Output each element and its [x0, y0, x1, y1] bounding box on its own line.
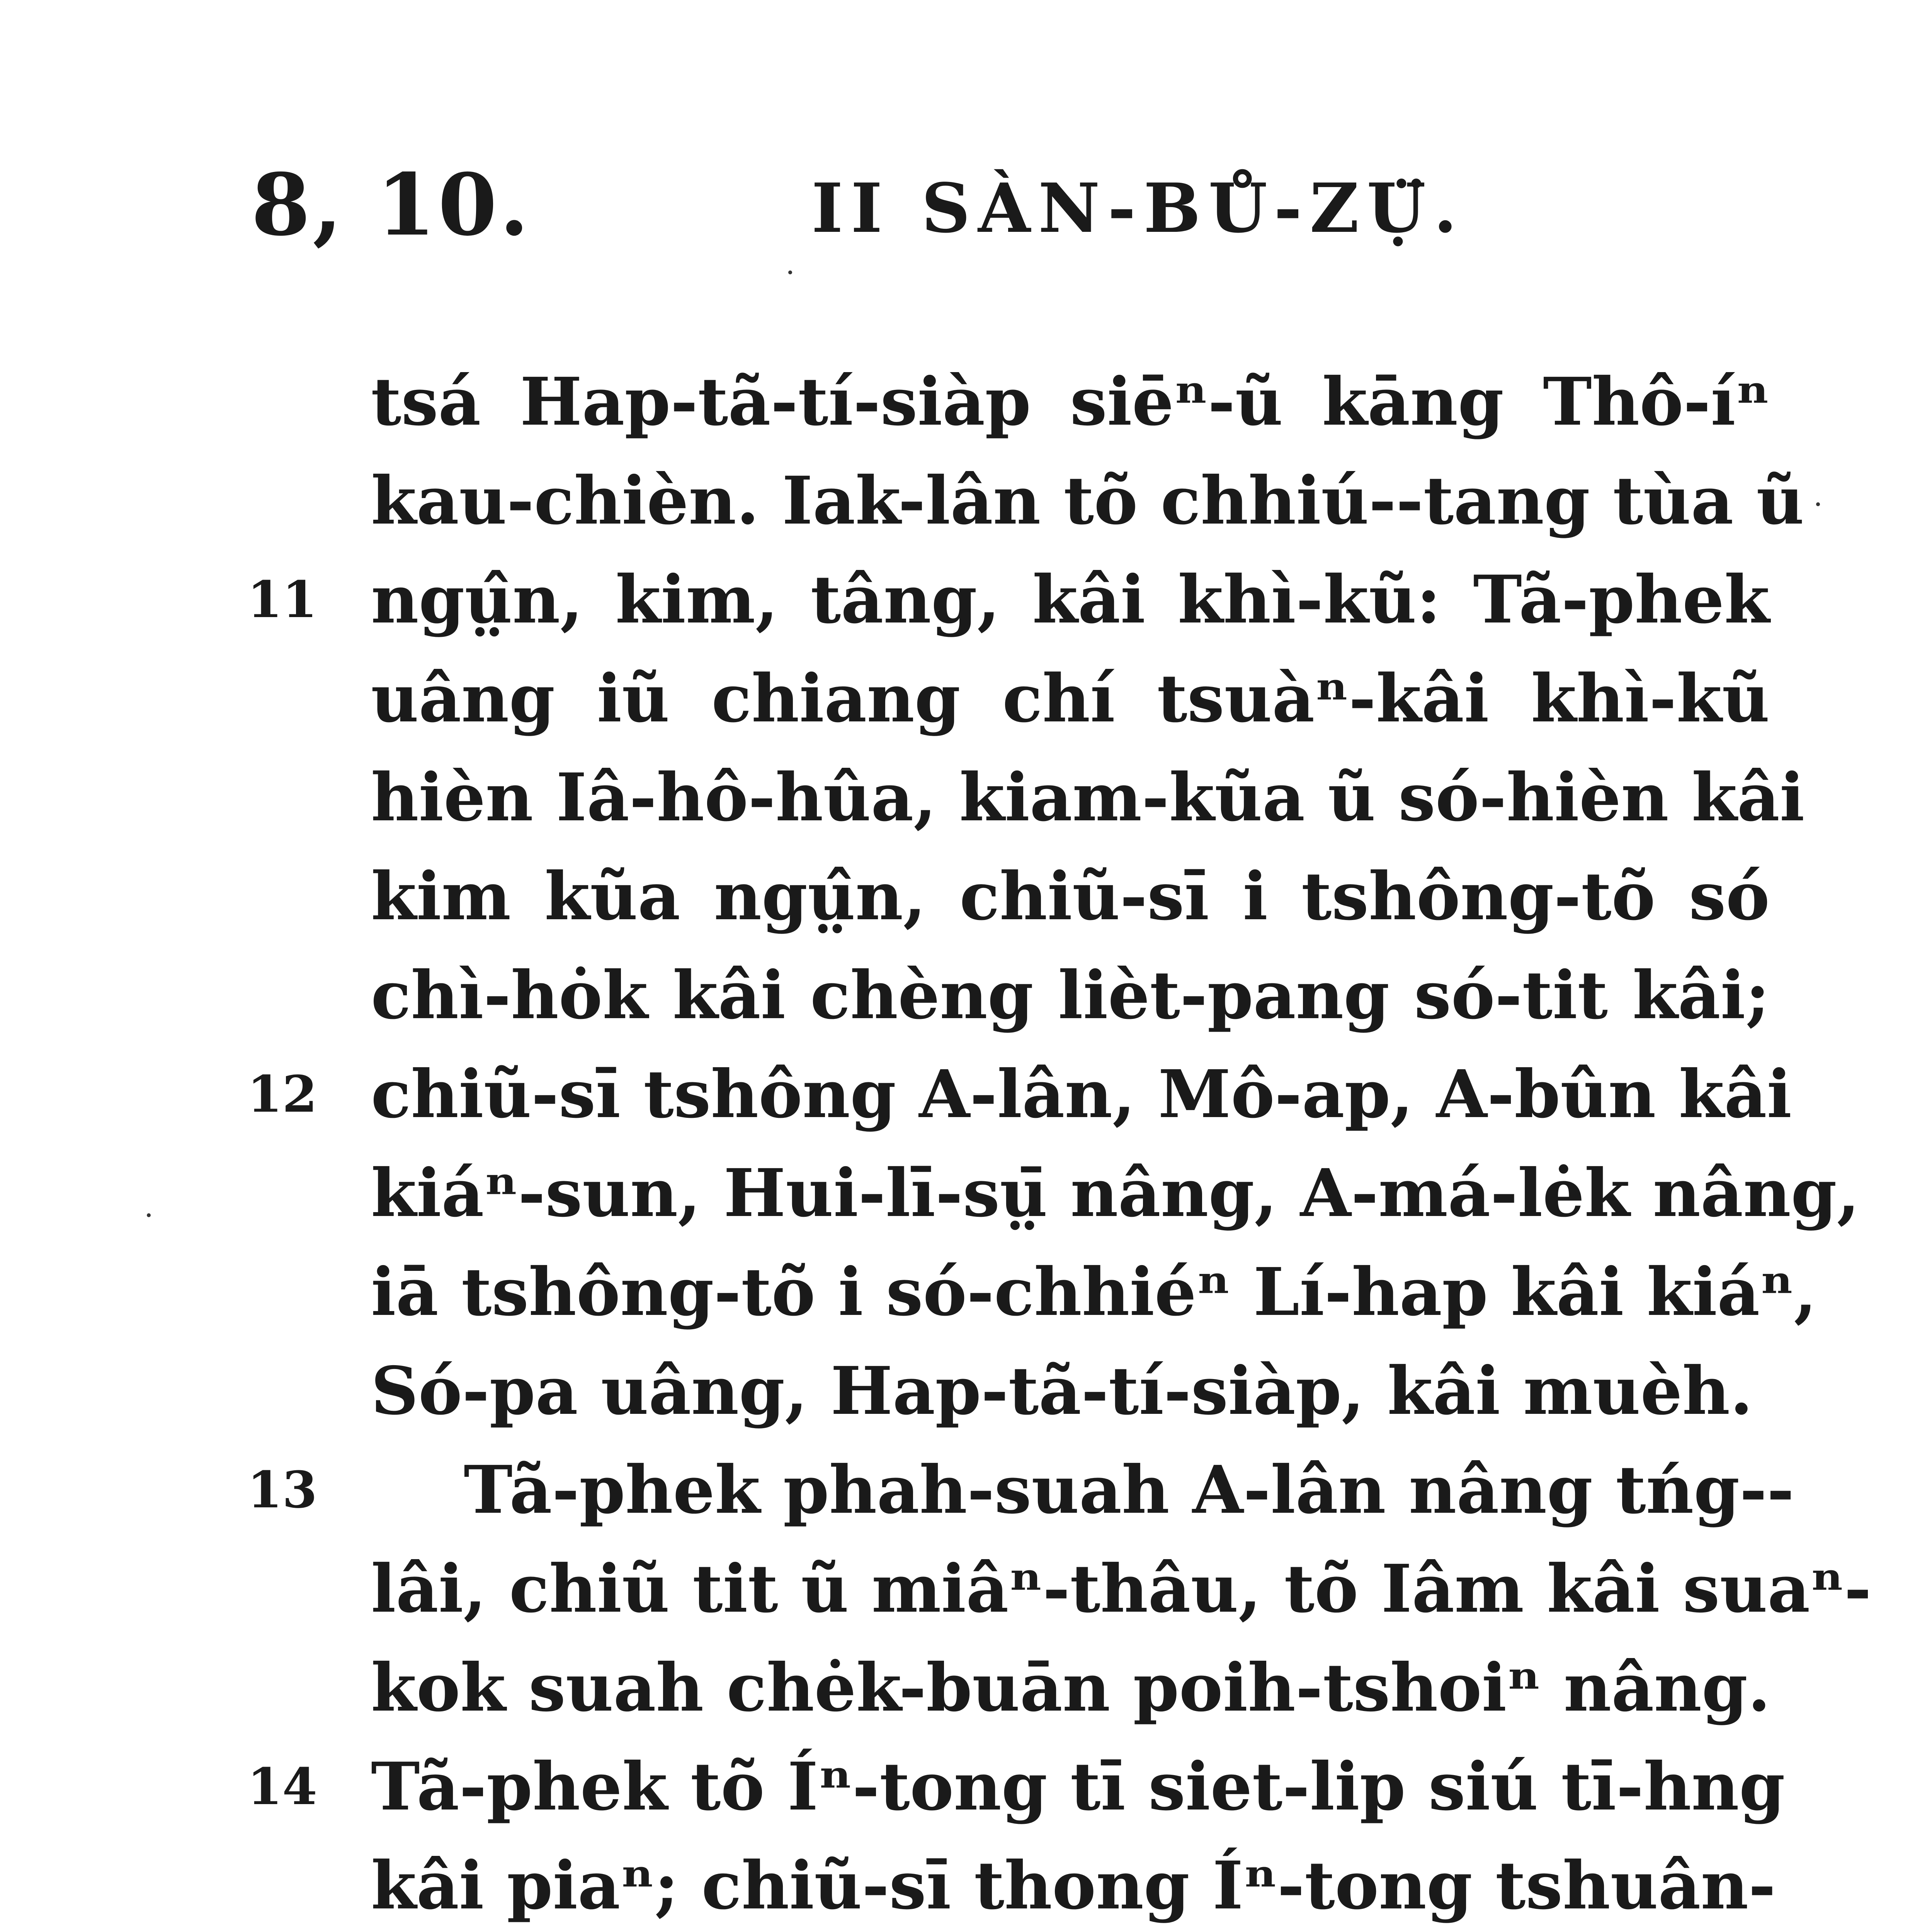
text-line [0, 1040, 1932, 1148]
line-text: tsá Hap-tã-tí-siàp siēⁿ-ũ kāng Thô-íⁿ [371, 363, 1770, 440]
scan-speck [147, 1213, 151, 1217]
text-line [0, 645, 1932, 753]
text-line [0, 546, 1932, 654]
line-text: Tã-phek tõ Íⁿ-tong tī siet-lip siú tī-hng [371, 1748, 1785, 1825]
text-line [0, 1634, 1932, 1742]
chapter-verse-reference: 8, 10. [251, 155, 532, 255]
line-text: kiáⁿ-sun, Hui-lī-sṳ̄ nâng, A-má-lėk nâng, [371, 1155, 1860, 1232]
verse-number: 14 [247, 1757, 317, 1816]
running-header [251, 151, 1758, 259]
text-line [0, 1733, 1932, 1841]
text-line [0, 1139, 1932, 1247]
line-text [371, 1930, 1770, 1932]
verse-number: 11 [247, 570, 317, 629]
line-text: kau-chièn. Iak-lân tõ chhiú--tang tùa ũ [371, 462, 1804, 539]
line-text: hièn Iâ-hô-hûa, kiam-kũa ũ só-hièn kâi [371, 759, 1805, 836]
line-text: iā tshông-tõ i só-chhiéⁿ Lí-hap kâi kiáⁿ, [371, 1253, 1817, 1331]
text-line [0, 1930, 1932, 1932]
line-text: chì-hȯk kâi chèng lièt-pang só-tit kâi; [371, 957, 1770, 1034]
text-line [0, 1535, 1932, 1643]
line-text: kok suah chėk-buān poih-tshoiⁿ nâng. [371, 1649, 1771, 1726]
text-line [0, 743, 1932, 852]
verse-number: 12 [247, 1065, 317, 1124]
text-line [0, 1238, 1932, 1346]
scan-speck [1816, 502, 1820, 506]
text-line [0, 1436, 1932, 1544]
line-text: chiũ-sī tshông A-lân, Mô-ap, A-bûn kâi [371, 1056, 1792, 1133]
scan-speck [788, 270, 792, 274]
line-text: ngṳ̂n, kim, tâng, kâi khì-kũ: Tã-phek [371, 561, 1770, 638]
line-text: Tã-phek phah-suah A-lân nâng tńg-- [464, 1451, 1794, 1529]
text-line [0, 348, 1932, 456]
text-line [0, 1832, 1932, 1932]
text-line [0, 842, 1932, 951]
line-text: Só-pa uâng, Hap-tã-tí-siàp, kâi muèh. [371, 1352, 1753, 1430]
line-text: lâi, chiũ tit ũ miâⁿ-thâu, tõ Iâm kâi suaⁿ- [371, 1550, 1872, 1628]
text-line [0, 447, 1932, 555]
line-text: kim kũa ngṳ̂n, chiũ-sī i tshông-tõ só [371, 858, 1770, 935]
text-line [0, 1337, 1932, 1445]
verse-number: 13 [247, 1460, 317, 1519]
text-line [0, 941, 1932, 1049]
line-text: uâng iũ chiang chí tsuàⁿ-kâi khì-kũ [371, 660, 1770, 737]
line-text: kâi piaⁿ; chiũ-sī thong Íⁿ-tong tshuân- [371, 1847, 1776, 1924]
book-title: II SÀN-BŮ-ZỤ̈. [811, 169, 1465, 248]
